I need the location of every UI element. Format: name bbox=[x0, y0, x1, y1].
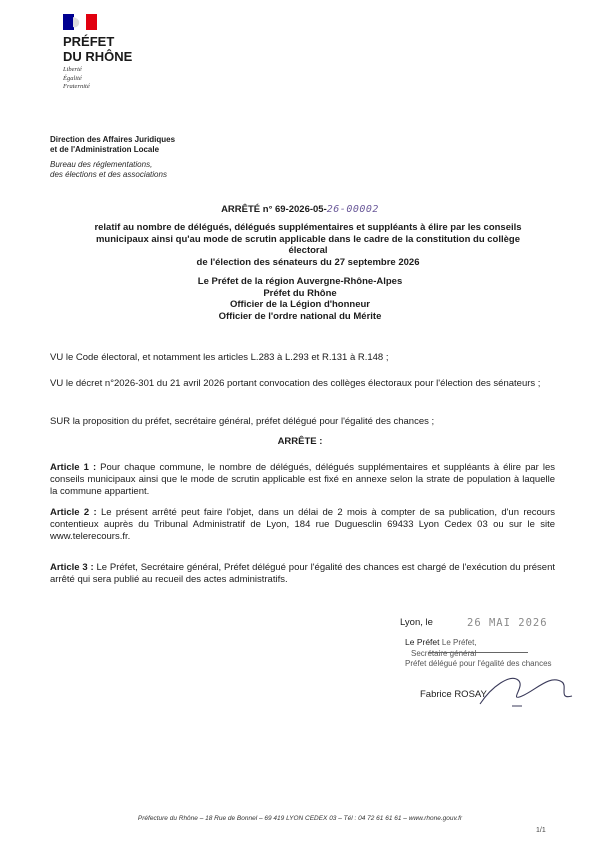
article-1-text: Pour chaque commune, le nombre de délégués, délégués supplémentaires et suppléants à élire par les conseils municipaux ainsi que le mode de scrutin applicable est fixé en annexe selon la strate de population à laquelle la commune appartient. bbox=[50, 462, 555, 497]
arrete-subject bbox=[88, 222, 528, 268]
prefet-line1: Le Préfet de la région Auvergne-Rhône-Alpes bbox=[197, 276, 403, 287]
direction-heading bbox=[50, 135, 175, 155]
prefet-logo-title bbox=[63, 34, 132, 64]
direction-line1: Direction des Affaires Juridiques bbox=[50, 135, 176, 144]
prefet-line4: Officier de l'ordre national du Mérite bbox=[218, 310, 382, 322]
signature-place: Lyon, le bbox=[400, 617, 433, 628]
subject-line2: municipaux ainsi qu'au mode de scrutin applicable dans le cadre de la constitution du collège électoral bbox=[95, 233, 521, 256]
motto-egalite: Égalité bbox=[63, 74, 82, 82]
arrete-number bbox=[0, 204, 600, 215]
marianne-flag-logo bbox=[63, 14, 97, 30]
arrete-number-prefix: ARRÊTÉ n° 69-2026-05- bbox=[221, 204, 327, 215]
article-2-label: Article 2 : bbox=[50, 507, 97, 518]
prefet-line2: Préfet du Rhône bbox=[263, 287, 337, 299]
motto-liberte: Liberté bbox=[63, 66, 82, 73]
visa-proposition: SUR la proposition du préfet, secrétaire général, préfet délégué pour l'égalité des chances ; bbox=[50, 416, 435, 427]
logo-line1: PRÉFET bbox=[63, 34, 115, 49]
stamp-prefet: Le Préfet, bbox=[441, 638, 477, 647]
stamp-delegue: Préfet délégué pour l'égalité des chances bbox=[405, 659, 552, 668]
page-number: 1/1 bbox=[536, 827, 546, 834]
logo-line2: DU RHÔNE bbox=[63, 49, 133, 64]
arrete-heading: ARRÊTE : bbox=[277, 436, 323, 447]
subject-line3: de l'élection des sénateurs du 27 septembre 2026 bbox=[196, 256, 420, 268]
article-3-label: Article 3 : bbox=[50, 562, 94, 573]
bureau-heading bbox=[50, 160, 167, 180]
article-2 bbox=[50, 507, 555, 543]
article-3 bbox=[50, 562, 555, 586]
article-1 bbox=[50, 462, 555, 498]
pour-le-prefet: Le Préfet bbox=[405, 637, 440, 647]
bureau-line2: des élections et des associations bbox=[50, 170, 167, 179]
article-1-label: Article 1 : bbox=[50, 462, 97, 473]
date-stamp: 26 MAI 2026 bbox=[467, 617, 548, 629]
arrete-number-handwritten: 26-00002 bbox=[326, 204, 379, 215]
direction-line2: et de l'Administration Locale bbox=[50, 145, 160, 154]
stamp-underline bbox=[428, 652, 528, 653]
visa-code-electoral: VU le Code électoral, et notamment les articles L.283 à L.293 et R.131 à R.148 ; bbox=[50, 352, 389, 363]
article-2-text: Le présent arrêté peut faire l'objet, dans un délai de 2 mois à compter de sa publication, d'un recours contentieux auprès du Tribunal Administratif de Lyon, 184 rue Duguesclin 69433 Lyon Cedex 03 ou sur le site www.telerecours.fr. bbox=[50, 507, 555, 542]
signer-name: Fabrice ROSAY bbox=[420, 689, 487, 700]
subject-line1: relatif au nombre de délégués, délégués supplémentaires et suppléants à élire par les conseils bbox=[94, 222, 522, 233]
article-3-text: Le Préfet, Secrétaire général, Préfet délégué pour l'égalité des chances est chargé de l'exécution du présent arrêté qui sera publié au recueil des actes administratifs. bbox=[50, 562, 555, 585]
handwritten-signature bbox=[470, 656, 580, 716]
motto-fraternite: Fraternité bbox=[63, 83, 90, 90]
visa-decret: VU le décret n°2026-301 du 21 avril 2026 portant convocation des collèges électoraux pour l'élection des sénateurs ; bbox=[50, 378, 541, 389]
stamp-secretaire: Secrétaire général bbox=[411, 648, 477, 658]
footer-address: Préfecture du Rhône – 18 Rue de Bonnel – 69 419 LYON CEDEX 03 – Tél : 04 72 61 61 61 – www.rhone.gouv.fr bbox=[137, 815, 463, 822]
prefet-line3: Officier de la Légion d'honneur bbox=[229, 299, 371, 310]
bureau-line1: Bureau des réglementations, bbox=[50, 160, 153, 169]
republic-motto bbox=[63, 66, 90, 92]
prefet-titles bbox=[0, 276, 600, 322]
